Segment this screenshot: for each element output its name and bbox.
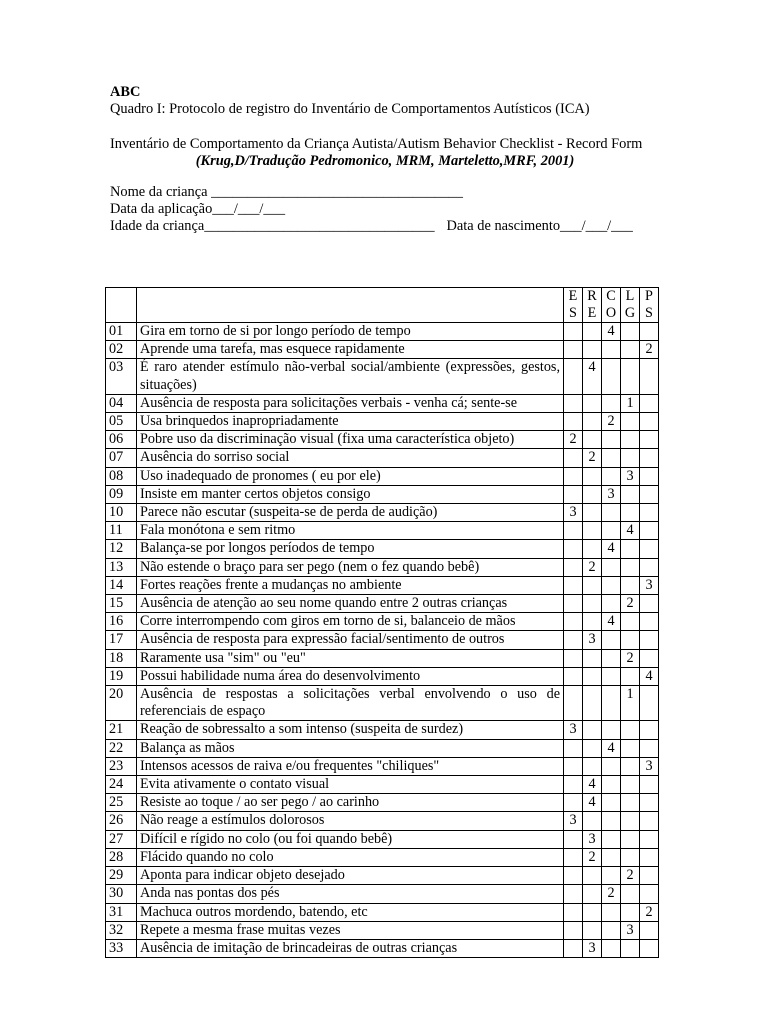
item-number: 11 <box>106 522 137 540</box>
table-row <box>106 739 659 757</box>
score-lg <box>621 449 640 467</box>
score-es <box>564 921 583 939</box>
score-es: 3 <box>564 721 583 739</box>
item-number: 17 <box>106 631 137 649</box>
score-es: 3 <box>564 504 583 522</box>
score-co: 3 <box>602 485 621 503</box>
score-re: 2 <box>583 449 602 467</box>
table-row <box>106 431 659 449</box>
score-lg <box>621 812 640 830</box>
item-text: Fala monótona e sem ritmo <box>137 522 564 540</box>
score-lg <box>621 739 640 757</box>
score-ps <box>640 467 659 485</box>
item-text: Repete a mesma frase muitas vezes <box>137 921 564 939</box>
score-co <box>602 394 621 412</box>
item-text: Ausência de atenção ao seu nome quando entre 2 outras crianças <box>137 595 564 613</box>
score-lg: 4 <box>621 522 640 540</box>
score-es <box>564 323 583 341</box>
item-text: Usa brinquedos inapropriadamente <box>137 413 564 431</box>
score-es <box>564 595 583 613</box>
score-es <box>564 394 583 412</box>
item-number: 04 <box>106 394 137 412</box>
score-lg <box>621 323 640 341</box>
score-re <box>583 867 602 885</box>
score-co: 4 <box>602 613 621 631</box>
score-ps: 4 <box>640 667 659 685</box>
table-row <box>106 721 659 739</box>
score-re <box>583 323 602 341</box>
item-text: Difícil e rígido no colo (ou foi quando bebê) <box>137 830 564 848</box>
score-es <box>564 757 583 775</box>
score-lg <box>621 794 640 812</box>
score-re <box>583 576 602 594</box>
score-re: 3 <box>583 631 602 649</box>
score-lg <box>621 830 640 848</box>
score-re: 4 <box>583 794 602 812</box>
item-text: Aponta para indicar objeto desejado <box>137 867 564 885</box>
score-es <box>564 413 583 431</box>
score-lg: 1 <box>621 394 640 412</box>
score-lg <box>621 939 640 957</box>
score-es <box>564 903 583 921</box>
score-ps <box>640 794 659 812</box>
score-lg <box>621 903 640 921</box>
item-text: Balança-se por longos períodos de tempo <box>137 540 564 558</box>
item-number: 08 <box>106 467 137 485</box>
table-row <box>106 341 659 359</box>
score-re: 2 <box>583 558 602 576</box>
ica-table <box>105 287 659 958</box>
item-number: 32 <box>106 921 137 939</box>
score-co <box>602 449 621 467</box>
score-ps <box>640 848 659 866</box>
score-es <box>564 449 583 467</box>
score-co: 4 <box>602 540 621 558</box>
score-es: 3 <box>564 812 583 830</box>
item-number: 15 <box>106 595 137 613</box>
score-co <box>602 359 621 394</box>
header-empty-item <box>137 288 564 323</box>
item-text: Balança as mãos <box>137 739 564 757</box>
score-ps <box>640 359 659 394</box>
score-re <box>583 812 602 830</box>
item-number: 29 <box>106 867 137 885</box>
item-number: 24 <box>106 776 137 794</box>
score-co: 4 <box>602 323 621 341</box>
score-re: 4 <box>583 359 602 394</box>
item-text: Aprende uma tarefa, mas esquece rapidamente <box>137 341 564 359</box>
score-co <box>602 341 621 359</box>
score-lg <box>621 413 640 431</box>
score-lg: 2 <box>621 867 640 885</box>
score-re <box>583 394 602 412</box>
item-text: Ausência de respostas a solicitações verbal envolvendo o uso de referenciais de espaço <box>137 686 564 721</box>
application-date-field: Data da aplicação___/___/___ <box>110 201 286 218</box>
score-es <box>564 939 583 957</box>
score-co <box>602 576 621 594</box>
score-es <box>564 686 583 721</box>
item-number: 25 <box>106 794 137 812</box>
score-lg <box>621 885 640 903</box>
table-row <box>106 921 659 939</box>
item-text: É raro atender estímulo não-verbal social/ambiente (expressões, gestos, situações) <box>137 359 564 394</box>
item-number: 18 <box>106 649 137 667</box>
score-ps <box>640 776 659 794</box>
score-ps <box>640 721 659 739</box>
score-re <box>583 885 602 903</box>
item-number: 06 <box>106 431 137 449</box>
item-text: Fortes reações frente a mudanças no ambiente <box>137 576 564 594</box>
item-text: Possui habilidade numa área do desenvolvimento <box>137 667 564 685</box>
score-ps <box>640 649 659 667</box>
score-es <box>564 848 583 866</box>
score-co <box>602 757 621 775</box>
score-es <box>564 558 583 576</box>
score-re: 4 <box>583 776 602 794</box>
score-ps <box>640 867 659 885</box>
item-number: 19 <box>106 667 137 685</box>
item-number: 26 <box>106 812 137 830</box>
score-es <box>564 341 583 359</box>
item-number: 21 <box>106 721 137 739</box>
score-re <box>583 522 602 540</box>
score-re <box>583 757 602 775</box>
score-es <box>564 830 583 848</box>
table-row <box>106 757 659 775</box>
score-ps: 3 <box>640 757 659 775</box>
item-number: 23 <box>106 757 137 775</box>
score-ps <box>640 921 659 939</box>
score-lg <box>621 540 640 558</box>
score-lg <box>621 776 640 794</box>
score-es <box>564 576 583 594</box>
score-ps <box>640 431 659 449</box>
item-text: Anda nas pontas dos pés <box>137 885 564 903</box>
score-lg <box>621 721 640 739</box>
child-name-field: Nome da criança ___________________________________ <box>110 183 463 200</box>
score-co <box>602 794 621 812</box>
score-es <box>564 794 583 812</box>
table-row <box>106 939 659 957</box>
table-row <box>106 667 659 685</box>
item-number: 30 <box>106 885 137 903</box>
item-number: 27 <box>106 830 137 848</box>
score-re <box>583 613 602 631</box>
item-text: Parece não escutar (suspeita-se de perda de audição) <box>137 504 564 522</box>
score-es <box>564 739 583 757</box>
table-header-row <box>106 288 659 323</box>
header-empty-num <box>106 288 137 323</box>
age-field: Idade da criança________________________________ <box>110 218 435 235</box>
table-row <box>106 613 659 631</box>
score-ps <box>640 449 659 467</box>
score-re <box>583 467 602 485</box>
item-number: 33 <box>106 939 137 957</box>
score-re <box>583 739 602 757</box>
table-row <box>106 467 659 485</box>
score-ps <box>640 485 659 503</box>
score-ps <box>640 413 659 431</box>
score-re <box>583 721 602 739</box>
score-lg <box>621 757 640 775</box>
score-lg: 1 <box>621 686 640 721</box>
score-ps <box>640 558 659 576</box>
table-row <box>106 903 659 921</box>
table-row <box>106 485 659 503</box>
score-co <box>602 686 621 721</box>
item-text: Não reage a estímulos dolorosos <box>137 812 564 830</box>
score-re <box>583 649 602 667</box>
table-row <box>106 776 659 794</box>
birth-date-field: Data de nascimento___/___/___ <box>446 218 633 235</box>
score-lg <box>621 558 640 576</box>
score-lg: 3 <box>621 921 640 939</box>
score-re <box>583 504 602 522</box>
score-re <box>583 413 602 431</box>
header-re: R E <box>583 288 602 323</box>
item-text: Machuca outros mordendo, batendo, etc <box>137 903 564 921</box>
score-co <box>602 939 621 957</box>
item-number: 22 <box>106 739 137 757</box>
score-ps <box>640 504 659 522</box>
score-ps <box>640 613 659 631</box>
score-re <box>583 485 602 503</box>
score-es <box>564 613 583 631</box>
score-ps: 2 <box>640 341 659 359</box>
table-row <box>106 595 659 613</box>
score-es <box>564 667 583 685</box>
table-row <box>106 686 659 721</box>
score-co <box>602 776 621 794</box>
score-co <box>602 921 621 939</box>
score-co <box>602 848 621 866</box>
table-row <box>106 359 659 394</box>
item-number: 16 <box>106 613 137 631</box>
item-number: 02 <box>106 341 137 359</box>
item-text: Reação de sobressalto a som intenso (suspeita de surdez) <box>137 721 564 739</box>
score-ps <box>640 522 659 540</box>
item-number: 31 <box>106 903 137 921</box>
item-text: Evita ativamente o contato visual <box>137 776 564 794</box>
score-ps <box>640 323 659 341</box>
score-ps: 2 <box>640 903 659 921</box>
item-number: 14 <box>106 576 137 594</box>
document-heading: ABC <box>110 84 141 100</box>
score-es <box>564 485 583 503</box>
score-co <box>602 522 621 540</box>
score-lg <box>621 848 640 866</box>
score-es <box>564 359 583 394</box>
spacer <box>110 119 660 136</box>
item-text: Corre interrompendo com giros em torno de si, balanceio de mãos <box>137 613 564 631</box>
score-co: 2 <box>602 413 621 431</box>
item-number: 28 <box>106 848 137 866</box>
item-text: Insiste em manter certos objetos consigo <box>137 485 564 503</box>
score-lg: 3 <box>621 467 640 485</box>
score-ps <box>640 540 659 558</box>
score-re <box>583 595 602 613</box>
item-text: Intensos acessos de raiva e/ou frequentes "chiliques" <box>137 757 564 775</box>
score-re <box>583 431 602 449</box>
score-ps <box>640 595 659 613</box>
score-lg <box>621 631 640 649</box>
score-ps <box>640 939 659 957</box>
item-number: 03 <box>106 359 137 394</box>
table-row <box>106 812 659 830</box>
score-re <box>583 667 602 685</box>
item-text: Ausência do sorriso social <box>137 449 564 467</box>
score-es <box>564 522 583 540</box>
item-number: 09 <box>106 485 137 503</box>
item-number: 12 <box>106 540 137 558</box>
header-ps: P S <box>640 288 659 323</box>
table-row <box>106 323 659 341</box>
score-es <box>564 885 583 903</box>
score-es: 2 <box>564 431 583 449</box>
score-co <box>602 812 621 830</box>
score-re <box>583 921 602 939</box>
score-ps <box>640 830 659 848</box>
item-text: Resiste ao toque / ao ser pego / ao carinho <box>137 794 564 812</box>
score-co <box>602 903 621 921</box>
item-text: Ausência de resposta para expressão facial/sentimento de outros <box>137 631 564 649</box>
age-row <box>110 218 660 235</box>
score-re <box>583 903 602 921</box>
table-row <box>106 649 659 667</box>
table-row <box>106 867 659 885</box>
table-row <box>106 794 659 812</box>
table-row <box>106 394 659 412</box>
score-co <box>602 649 621 667</box>
score-lg <box>621 504 640 522</box>
score-co <box>602 830 621 848</box>
item-number: 01 <box>106 323 137 341</box>
score-re <box>583 540 602 558</box>
score-co <box>602 667 621 685</box>
spacer <box>110 171 660 184</box>
item-number: 07 <box>106 449 137 467</box>
table-row <box>106 449 659 467</box>
score-co <box>602 431 621 449</box>
table-row <box>106 576 659 594</box>
table-row <box>106 540 659 558</box>
score-re <box>583 341 602 359</box>
score-es <box>564 776 583 794</box>
item-text: Flácido quando no colo <box>137 848 564 866</box>
score-es <box>564 631 583 649</box>
score-re <box>583 686 602 721</box>
item-text: Não estende o braço para ser pego (nem o fez quando bebê) <box>137 558 564 576</box>
table-row <box>106 504 659 522</box>
item-text: Gira em torno de si por longo período de tempo <box>137 323 564 341</box>
table-row <box>106 830 659 848</box>
header-co: C O <box>602 288 621 323</box>
score-co <box>602 504 621 522</box>
score-co <box>602 558 621 576</box>
score-ps <box>640 812 659 830</box>
score-re: 3 <box>583 830 602 848</box>
score-ps <box>640 394 659 412</box>
item-text: Ausência de imitação de brincadeiras de outras crianças <box>137 939 564 957</box>
item-text: Pobre uso da discriminação visual (fixa uma característica objeto) <box>137 431 564 449</box>
item-number: 10 <box>106 504 137 522</box>
score-lg <box>621 613 640 631</box>
item-number: 05 <box>106 413 137 431</box>
score-lg: 2 <box>621 649 640 667</box>
score-lg <box>621 576 640 594</box>
score-co <box>602 467 621 485</box>
header-es: E S <box>564 288 583 323</box>
table-body <box>106 323 659 958</box>
score-es <box>564 467 583 485</box>
score-ps <box>640 739 659 757</box>
score-co <box>602 595 621 613</box>
score-ps <box>640 631 659 649</box>
item-text: Raramente usa "sim" ou "eu" <box>137 649 564 667</box>
table-row <box>106 558 659 576</box>
document-subtitle: Inventário de Comportamento da Criança Autista/Autism Behavior Checklist - Record Form <box>110 135 643 152</box>
score-re: 3 <box>583 939 602 957</box>
score-co: 2 <box>602 885 621 903</box>
score-co <box>602 867 621 885</box>
score-es <box>564 649 583 667</box>
score-lg <box>621 667 640 685</box>
citation: (Krug,D/Tradução Pedromonico, MRM, Marteletto,MRF, 2001) <box>195 153 575 170</box>
score-lg: 2 <box>621 595 640 613</box>
table-row <box>106 413 659 431</box>
score-ps <box>640 686 659 721</box>
score-es <box>564 540 583 558</box>
score-co <box>602 631 621 649</box>
table-row <box>106 885 659 903</box>
score-co <box>602 721 621 739</box>
item-number: 13 <box>106 558 137 576</box>
table-row <box>106 522 659 540</box>
score-ps: 3 <box>640 576 659 594</box>
score-lg <box>621 341 640 359</box>
document-header <box>110 84 660 236</box>
item-number: 20 <box>106 686 137 721</box>
header-lg: L G <box>621 288 640 323</box>
item-text: Ausência de resposta para solicitações verbais - venha cá; sente-se <box>137 394 564 412</box>
score-lg <box>621 359 640 394</box>
score-re: 2 <box>583 848 602 866</box>
score-ps <box>640 885 659 903</box>
score-es <box>564 867 583 885</box>
item-text: Uso inadequado de pronomes ( eu por ele) <box>137 467 564 485</box>
score-co: 4 <box>602 739 621 757</box>
table-row <box>106 848 659 866</box>
score-lg <box>621 431 640 449</box>
table-row <box>106 631 659 649</box>
score-lg <box>621 485 640 503</box>
document-title: Quadro I: Protocolo de registro do Inventário de Comportamentos Autísticos (ICA) <box>110 101 590 118</box>
